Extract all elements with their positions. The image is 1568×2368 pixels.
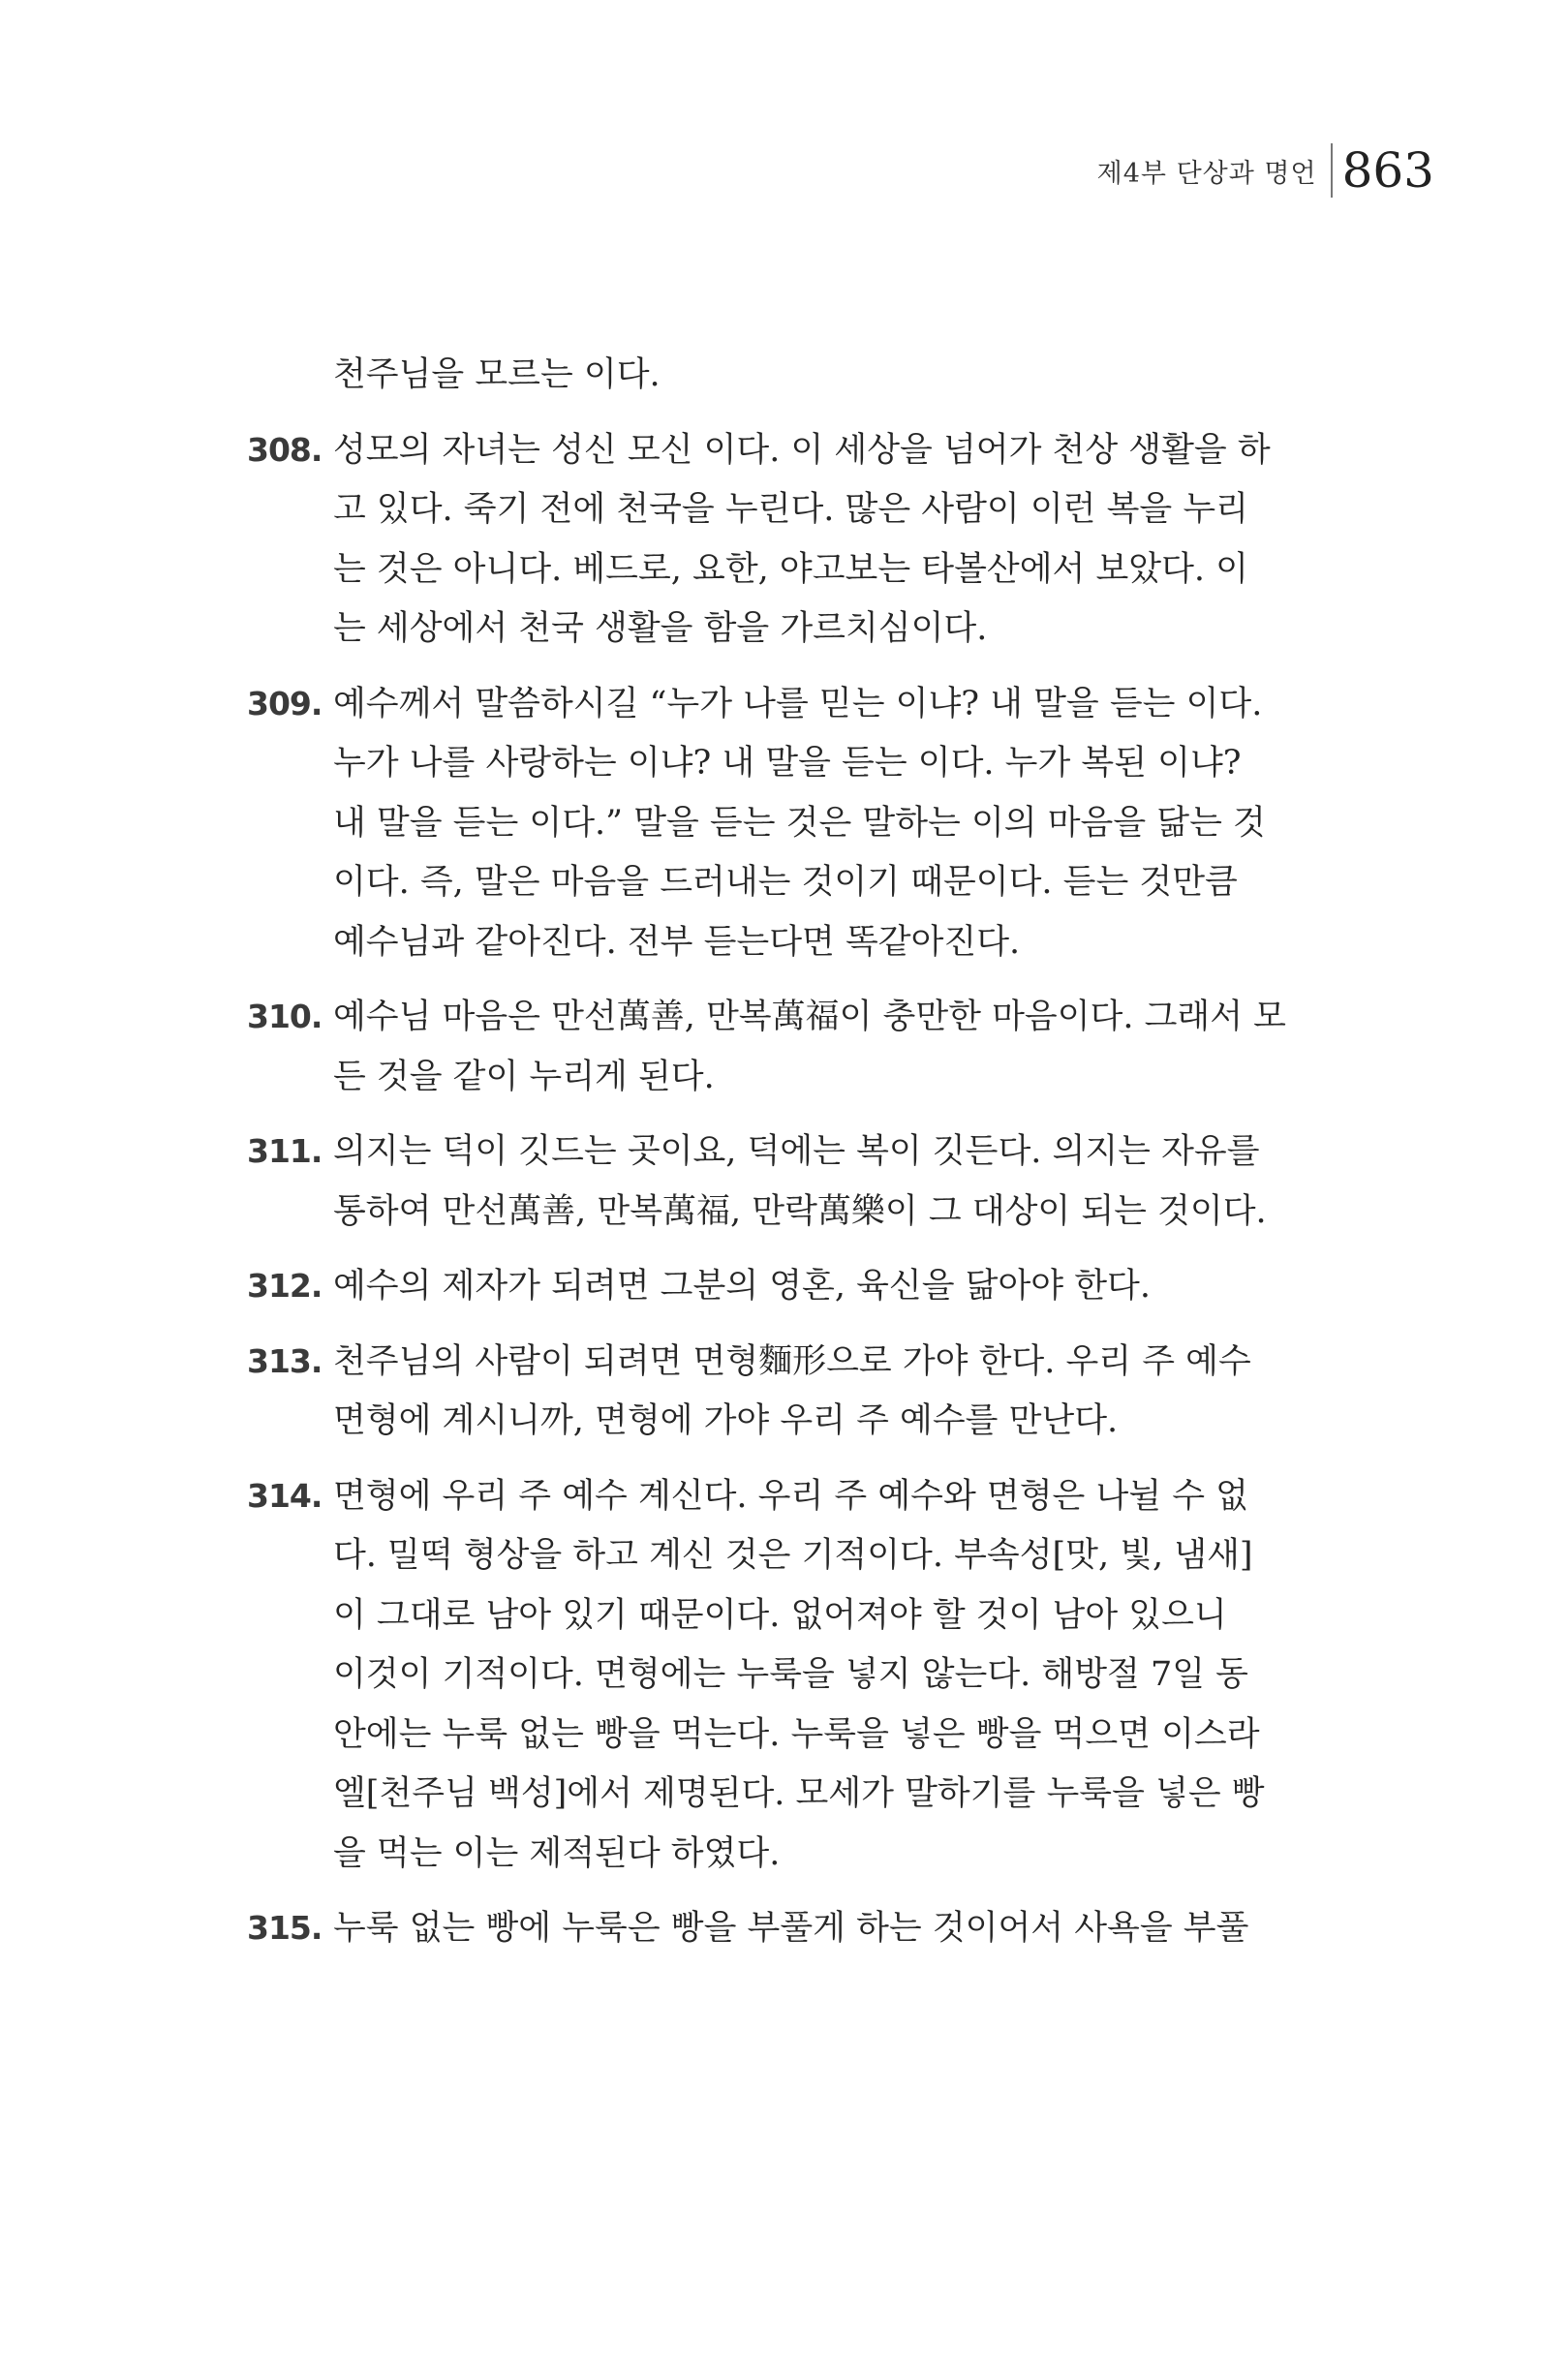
text-line: 예수께서 말씀하시길 “누가 나를 믿는 이냐? 내 말을 듣는 이다. — [333, 684, 1263, 723]
text-line: 천주님의 사람이 되려면 면형麵形으로 가야 한다. 우리 주 예수 — [333, 1341, 1251, 1381]
text-line: 의지는 덕이 깃드는 곳이요, 덕에는 복이 깃든다. 의지는 자유를 — [333, 1132, 1260, 1171]
page-number: 863 — [1341, 142, 1434, 199]
text-line: 엘[천주님 백성]에서 제명된다. 모세가 말하기를 누룩을 넣은 빵 — [333, 1774, 1265, 1813]
text-line: 예수의 제자가 되려면 그분의 영혼, 육신을 닮아야 한다. — [333, 1267, 1151, 1306]
text-line: 이 그대로 남아 있기 때문이다. 없어져야 할 것이 남아 있으니 — [333, 1595, 1227, 1635]
text-line: 다. 밀떡 형상을 하고 계신 것은 기적이다. 부속성[맛, 빛, 냄새] — [333, 1536, 1253, 1575]
text-line: 내 말을 듣는 이다.” 말을 듣는 것은 말하는 이의 마음을 닮는 것 — [333, 803, 1266, 843]
text-line: 예수님과 같아진다. 전부 듣는다면 똑같아진다. — [333, 922, 1021, 962]
item-number: 315. — [247, 1909, 323, 1947]
text-line: 누가 나를 사랑하는 이냐? 내 말을 듣는 이다. 누가 복된 이냐? — [333, 744, 1242, 783]
text-line: 면형에 계시니까, 면형에 가야 우리 주 예수를 만난다. — [333, 1401, 1119, 1440]
item-number: 309. — [247, 684, 323, 723]
text-line: 을 먹는 이는 제적된다 하였다. — [333, 1833, 781, 1873]
text-line: 누룩 없는 빵에 누룩은 빵을 부풀게 하는 것이어서 사욕을 부풀 — [333, 1909, 1249, 1948]
text-line: 든 것을 같이 누리게 된다. — [333, 1057, 715, 1096]
header-divider — [1331, 143, 1333, 198]
item-number: 312. — [247, 1267, 323, 1305]
text-line: 천주님을 모르는 이다. — [333, 355, 661, 394]
item-number: 314. — [247, 1476, 323, 1515]
item-number: 313. — [247, 1341, 323, 1380]
text-line: 이다. 즉, 말은 마음을 드러내는 것이기 때문이다. 듣는 것만큼 — [333, 863, 1238, 902]
item-number: 311. — [247, 1132, 323, 1170]
text-line: 성모의 자녀는 성신 모신 이다. 이 세상을 넘어가 천상 생활을 하 — [333, 430, 1271, 470]
text-line: 통하여 만선萬善, 만복萬福, 만락萬樂이 그 대상이 되는 것이다. — [333, 1191, 1267, 1231]
item-number: 308. — [247, 430, 323, 469]
text-line: 이것이 기적이다. 면형에는 누룩을 넣지 않는다. 해방절 7일 동 — [333, 1655, 1248, 1694]
text-line: 고 있다. 죽기 전에 천국을 누린다. 많은 사람이 이런 복을 누리 — [333, 490, 1248, 529]
text-line: 예수님 마음은 만선萬善, 만복萬福이 충만한 마음이다. 그래서 모 — [333, 998, 1286, 1036]
text-line: 면형에 우리 주 예수 계신다. 우리 주 예수와 면형은 나뉠 수 없 — [333, 1476, 1248, 1516]
text-line: 는 것은 아니다. 베드로, 요한, 야고보는 타볼산에서 보았다. 이 — [333, 549, 1248, 589]
text-line: 안에는 누룩 없는 빵을 먹는다. 누룩을 넣은 빵을 먹으면 이스라 — [333, 1714, 1260, 1754]
item-number: 310. — [247, 998, 323, 1035]
running-header — [1097, 143, 1434, 198]
section-title: 제4부 단상과 명언 — [1096, 158, 1317, 189]
text-line: 는 세상에서 천국 생활을 함을 가르치심이다. — [333, 609, 988, 648]
